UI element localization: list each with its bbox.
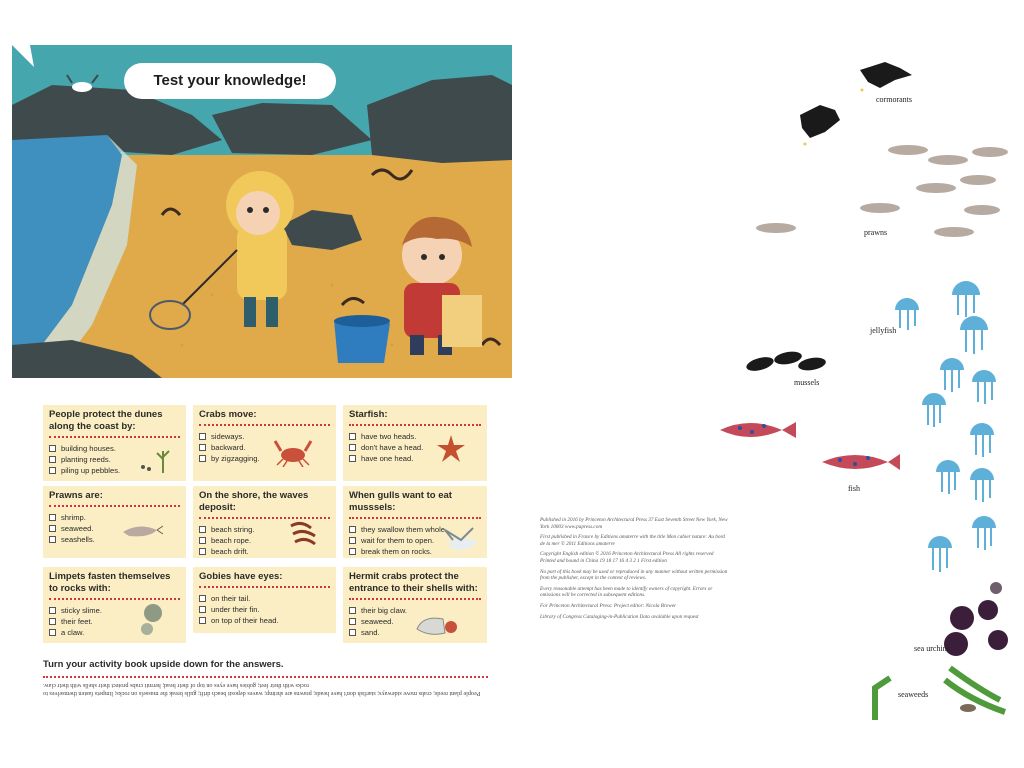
- reeds-icon: [135, 445, 175, 475]
- seaweed-drift-icon: [287, 520, 321, 548]
- checkbox[interactable]: [349, 526, 356, 533]
- dotted-divider: [49, 436, 180, 438]
- fish-icon: [720, 422, 900, 470]
- checkbox[interactable]: [49, 618, 56, 625]
- jellyfish-icon: [895, 281, 996, 572]
- copyright-line: First published in France by Editions amaterre with the title Mon cahier nature: Au bord de la mer © 2011 Editions amaterre: [540, 534, 725, 547]
- seaweed-icon: [875, 668, 1005, 720]
- quiz-card-starfish: [343, 405, 487, 481]
- answers-instruction: Turn your activity book upside down for the answers.: [43, 659, 284, 670]
- checkbox[interactable]: [49, 629, 56, 636]
- label-cormorants: cormorants: [876, 95, 912, 104]
- quiz-question: Hermit crabs protect the entrance to their shells with:: [349, 571, 478, 594]
- copyright-line: Published in 2016 by Princeton Architectural Press 37 East Seventh Street New York, New York 10003 www.papress.com: [540, 517, 728, 530]
- checkbox[interactable]: [49, 607, 56, 614]
- checkbox[interactable]: [49, 536, 56, 543]
- answer-option[interactable]: on their tail.: [199, 593, 330, 604]
- label-fish: fish: [848, 484, 860, 493]
- answer-option[interactable]: seaweed.: [349, 616, 481, 627]
- answer-option[interactable]: under their fin.: [199, 604, 330, 615]
- answer-option[interactable]: their big claw.: [349, 605, 481, 616]
- checkbox[interactable]: [349, 455, 356, 462]
- answer-option[interactable]: beach rope.: [199, 535, 330, 546]
- checkbox[interactable]: [49, 445, 56, 452]
- dotted-divider: [49, 598, 180, 600]
- checkbox[interactable]: [49, 456, 56, 463]
- dotted-divider: [199, 586, 330, 588]
- answer-option[interactable]: seashells.: [49, 534, 180, 545]
- speech-bubble-tail: [12, 45, 34, 69]
- answer-option[interactable]: building houses.: [49, 443, 180, 454]
- copyright-line: Every reasonable attempt has been made to identify owners of copyright. Errors or omissions will be corrected in subsequent editions.: [540, 585, 713, 599]
- quiz-question: Prawns are:: [49, 490, 103, 501]
- checkbox[interactable]: [349, 548, 356, 555]
- label-prawns: prawns: [864, 228, 888, 237]
- checkbox[interactable]: [349, 607, 356, 614]
- quiz-question: When gulls want to eat musssels:: [349, 490, 452, 513]
- dotted-divider: [49, 505, 180, 507]
- answer-option[interactable]: a claw.: [49, 627, 180, 638]
- copyright-line: Library of Congress Cataloging-in-Publication Data available upon request: [540, 613, 699, 620]
- quiz-question: Starfish:: [349, 409, 388, 420]
- answer-option[interactable]: planting reeds.: [49, 454, 180, 465]
- quiz-question: Limpets fasten themselves to rocks with:: [49, 571, 171, 594]
- sea-urchin-icon: [944, 600, 1008, 656]
- answer-option[interactable]: sticky slime.: [49, 605, 180, 616]
- answer-option[interactable]: sideways.: [199, 431, 330, 442]
- checkbox[interactable]: [349, 537, 356, 544]
- answer-option[interactable]: beach string.: [199, 524, 330, 535]
- dotted-divider: [349, 598, 481, 600]
- answer-option[interactable]: backward.: [199, 442, 330, 453]
- gull-icon: [443, 526, 481, 554]
- quiz-card-waves: [193, 486, 336, 558]
- sea-creatures-svg: [700, 40, 1020, 740]
- starfish-icon: [435, 433, 467, 465]
- answer-option[interactable]: have one head.: [349, 453, 481, 464]
- answer-option[interactable]: have two heads.: [349, 431, 481, 442]
- quiz-card-gobies: [193, 567, 336, 633]
- quiz-question: People protect the dunes along the coast by:: [49, 409, 163, 432]
- dotted-divider: [349, 424, 481, 426]
- quiz-card-hermit-crabs: [343, 567, 487, 643]
- answer-option[interactable]: don't have a head.: [349, 442, 481, 453]
- dotted-divider: [349, 517, 481, 519]
- answer-option[interactable]: sand.: [349, 627, 481, 638]
- checkbox[interactable]: [349, 629, 356, 636]
- dotted-divider: [199, 424, 330, 426]
- checkbox[interactable]: [199, 444, 206, 451]
- checkbox[interactable]: [349, 618, 356, 625]
- answer-option[interactable]: seaweed.: [49, 523, 180, 534]
- limpet-icon: [135, 601, 171, 637]
- answer-option[interactable]: beach drift.: [199, 546, 330, 557]
- quiz-card-gulls: [343, 486, 487, 558]
- checkbox[interactable]: [199, 433, 206, 440]
- label-seaweeds: seaweeds: [898, 690, 929, 699]
- answer-option[interactable]: piling up pebbles.: [49, 465, 180, 476]
- checkbox[interactable]: [349, 433, 356, 440]
- checkbox[interactable]: [49, 467, 56, 474]
- checkbox[interactable]: [199, 595, 206, 602]
- copyright-line: No part of this book may be used or reproduced in any manner without written permission from the publisher, except in the context of reviews.: [540, 568, 728, 582]
- label-mussels: mussels: [794, 378, 820, 387]
- answer-option[interactable]: on top of their head.: [199, 615, 330, 626]
- checkbox[interactable]: [199, 548, 206, 555]
- label-sea-urchins: sea urchins: [914, 644, 950, 653]
- checkbox[interactable]: [49, 514, 56, 521]
- speech-bubble: Test your knowledge!: [124, 63, 336, 99]
- checkbox[interactable]: [349, 444, 356, 451]
- quiz-card-prawns: [43, 486, 186, 558]
- quiz-question: Gobies have eyes:: [199, 571, 283, 582]
- checkbox[interactable]: [199, 606, 206, 613]
- answer-option[interactable]: wait for them to open.: [349, 535, 481, 546]
- copyright-line: For Princeton Architectural Press: Project editor: Nicola Brower: [540, 602, 677, 609]
- sea-creatures-page: [700, 40, 1020, 740]
- quiz-question: Crabs move:: [199, 409, 257, 420]
- upside-down-answers: People plant reeds; crabs move sideways; starfish don't have heads; prawns are shrimp; waves deposit beach drift; gulls break the mussels on rocks; limpets fasten themselves to rocks with their feet; gobies have eyes on top of their head; hermit crabs protect their shells with their claw.: [43, 682, 481, 697]
- beach-scene-illustration: [12, 45, 512, 378]
- checkbox[interactable]: [199, 526, 206, 533]
- answer-option[interactable]: they swallow them whole.: [349, 524, 481, 535]
- answer-option[interactable]: shrimp.: [49, 512, 180, 523]
- prawn-icon: [119, 520, 163, 542]
- dotted-divider: [43, 676, 488, 678]
- answer-option[interactable]: break them on rocks.: [349, 546, 481, 557]
- hermit-crab-icon: [413, 611, 463, 639]
- quiz-card-dunes: [43, 405, 186, 481]
- dotted-divider: [199, 517, 330, 519]
- quiz-card-limpets: [43, 567, 186, 643]
- crab-icon: [271, 433, 315, 467]
- answer-option[interactable]: by zigzagging.: [199, 453, 330, 464]
- quiz-card-crabs: [193, 405, 336, 481]
- mussel-icon: [745, 350, 827, 374]
- answer-option[interactable]: their feet.: [49, 616, 180, 627]
- label-jellyfish: jellyfish: [870, 326, 897, 335]
- checkbox[interactable]: [199, 455, 206, 462]
- copyright-line: Copyright English edition © 2016 Princeton Architectural Press All rights reserved Printed and bound in China 19 18 17 16 4 3 2 1 First edition: [540, 551, 714, 564]
- checkbox[interactable]: [49, 525, 56, 532]
- quiz-question: On the shore, the waves deposit:: [199, 490, 309, 513]
- checkbox[interactable]: [199, 617, 206, 624]
- checkbox[interactable]: [199, 537, 206, 544]
- prawn-icon: [756, 145, 1008, 237]
